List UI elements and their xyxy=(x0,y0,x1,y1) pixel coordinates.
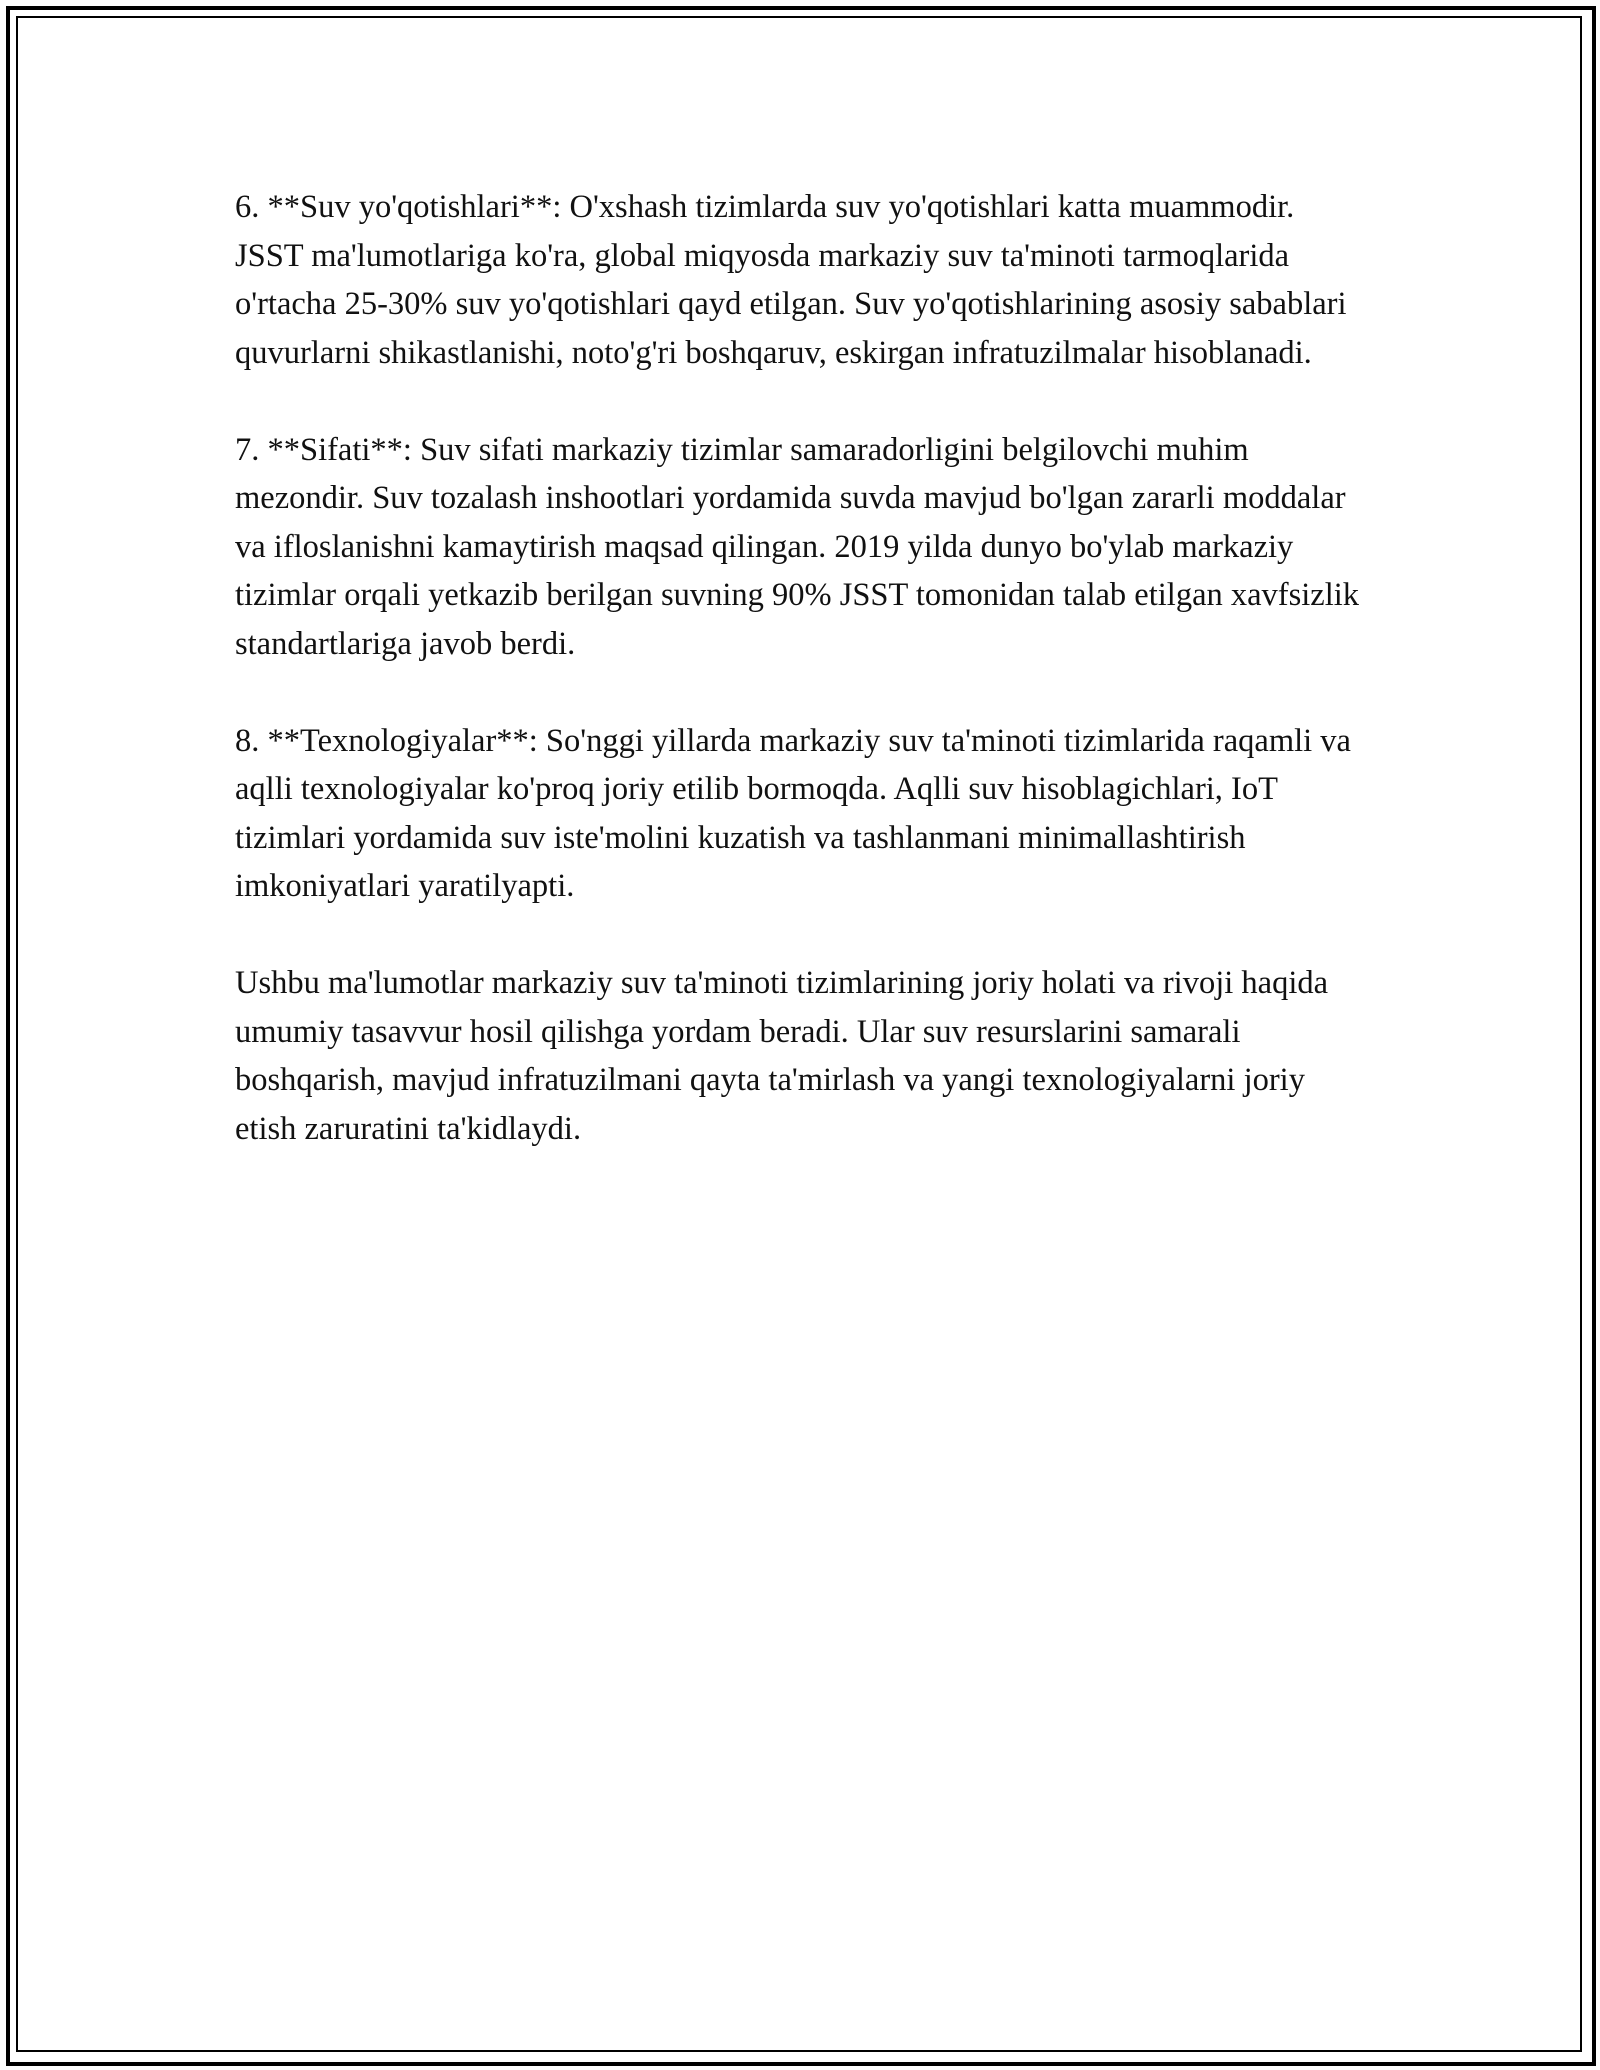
paragraph-conclusion: Ushbu ma'lumotlar markaziy suv ta'minoti tizimlarining joriy holati va rivoji haqida umumiy tasavvur hosil qilishga yordam beradi. Ular suv resurslarini samarali boshqarish, mavjud infratuzilmani qayta ta'mirlash va yangi texnologiyalarni joriy etish zaruratini ta'kidlaydi. xyxy=(235,965,1329,1147)
paragraph-water-losses: 6. **Suv yo'qotishlari**: O'xshash tizimlarda suv yo'qotishlari katta muammodir. JSST ma'lumotlariga ko'ra, global miqyosda markaziy suv ta'minoti tarmoqlarida o'rtacha 25-30% suv yo'qotishlari qayd etilgan. Suv yo'qotishlarining asosiy sabablari quvurlarni shikastlanishi, noto'g'ri boshqaruv, eskirgan infratuzilmalar hisoblanadi. xyxy=(235,189,1347,371)
paragraph-water-quality: 7. **Sifati**: Suv sifati markaziy tizimlar samaradorligini belgilovchi muhim mezondir. Suv tozalash inshootlari yordamida suvda mavjud bo'lgan zararli moddalar va ifloslanishni kamaytirish maqsad qilingan. 2019 yilda dunyo bo'ylab markaziy tizimlar orqali yetkazib berilgan suvning 90% JSST tomonidan talab etilgan xavfsizlik standartlariga javob berdi. xyxy=(235,431,1360,662)
paragraph-technologies: 8. **Texnologiyalar**: So'nggi yillarda markaziy suv ta'minoti tizimlarida raqamli va aqlli texnologiyalar ko'proq joriy etilib bormoqda. Aqlli suv hisoblagichlari, IoT tizimlari yordamida suv iste'molini kuzatish va tashlanmani minimallashtirish imkoniyatlari yaratilyapti. xyxy=(235,722,1351,904)
document-body xyxy=(235,183,1370,1153)
